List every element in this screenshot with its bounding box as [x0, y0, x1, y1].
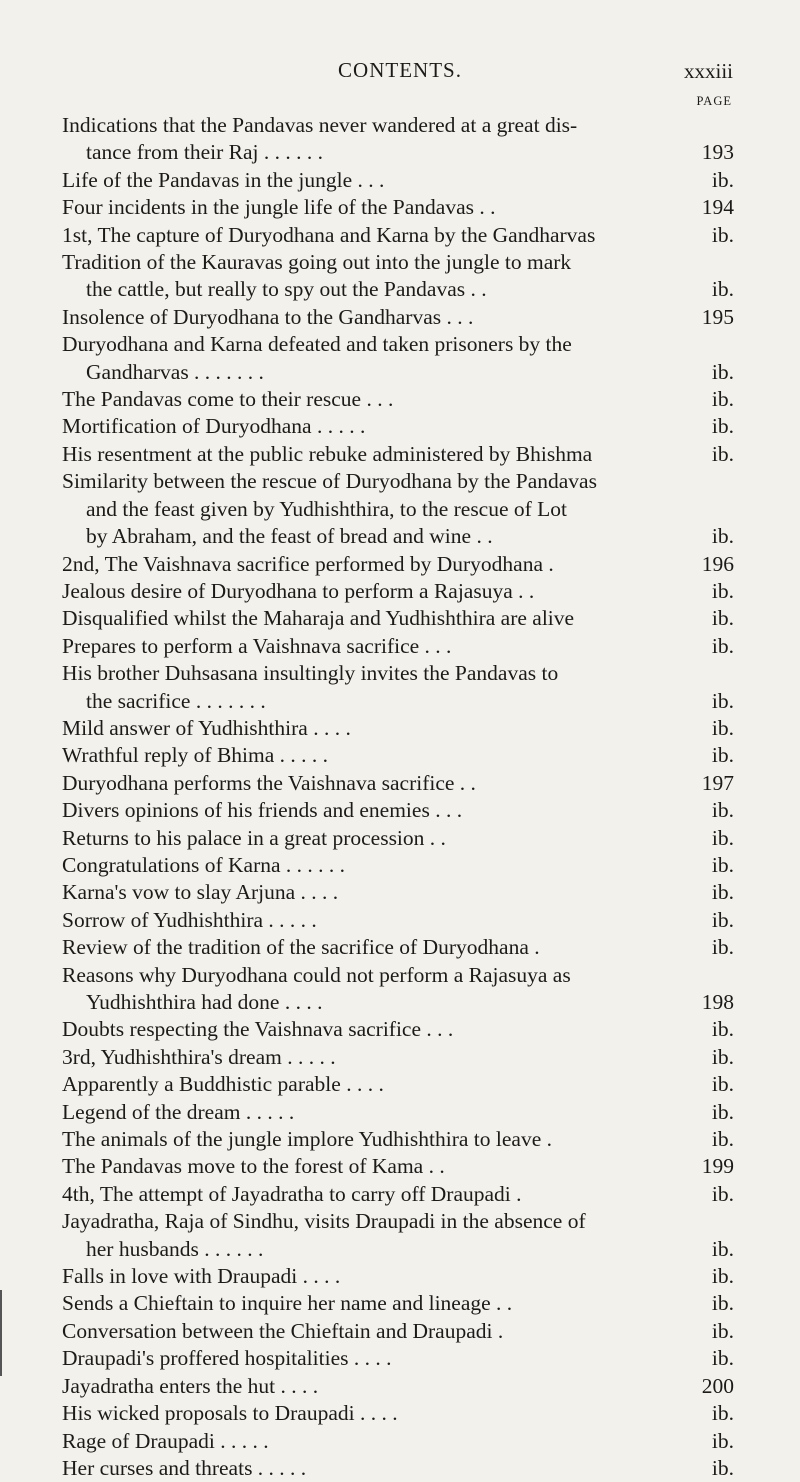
toc-entry-line: by Abraham, and the feast of bread and wine . .: [86, 524, 493, 549]
toc-entry-page: ib.: [711, 167, 734, 192]
toc-entry: [62, 304, 734, 331]
toc-entry-page: ib.: [711, 1318, 734, 1343]
toc-entry-page: 195: [701, 304, 734, 329]
toc-entry-page: ib.: [711, 222, 734, 247]
toc-entry: [62, 934, 734, 961]
toc-entry-line: tance from their Raj . . . . . .: [86, 140, 324, 165]
toc-entry-text: [62, 222, 670, 249]
toc-entry-line: Four incidents in the jungle life of the Pandavas . .: [62, 195, 496, 220]
contents-list: [62, 112, 734, 1482]
toc-entry-line: 3rd, Yudhishthira's dream . . . . .: [62, 1044, 336, 1069]
toc-entry-text: [62, 1153, 670, 1180]
toc-entry: [62, 770, 734, 797]
toc-entry: [62, 1044, 734, 1071]
toc-entry-text: [62, 551, 670, 578]
toc-entry-text: [62, 1071, 670, 1098]
toc-entry-text: [62, 907, 670, 934]
toc-entry-line: Conversation between the Chieftain and Draupadi .: [62, 1318, 504, 1343]
toc-entry: [62, 413, 734, 440]
toc-entry-text: [62, 1126, 670, 1153]
toc-entry-text: [62, 1345, 670, 1372]
toc-entry-line: her husbands . . . . . .: [86, 1236, 264, 1261]
toc-entry-page: ib.: [711, 277, 734, 302]
toc-entry-text: [62, 1263, 670, 1290]
toc-entry-page: ib.: [711, 387, 734, 412]
toc-entry-line: Returns to his palace in a great procession . .: [62, 825, 446, 850]
toc-entry-line: Yudhishthira had done . . . .: [86, 990, 323, 1014]
toc-entry-line: Draupadi's proffered hospitalities . . . .: [62, 1346, 392, 1371]
toc-entry: [62, 386, 734, 413]
toc-entry-text: [62, 879, 670, 906]
toc-entry-line: Indications that the Pandavas never wandered at a great dis-: [62, 113, 578, 137]
toc-entry-page: ib.: [711, 715, 734, 740]
toc-entry-text: [62, 962, 670, 1017]
toc-entry-text: [62, 386, 670, 413]
page-title: CONTENTS.: [338, 58, 462, 82]
toc-entry-text: [62, 660, 670, 715]
toc-entry-page: 197: [701, 770, 734, 795]
toc-entry: [62, 578, 734, 605]
toc-entry-line: 2nd, The Vaishnava sacrifice performed by Duryodhana .: [62, 551, 554, 576]
toc-entry-line: Wrathful reply of Bhima . . . . .: [62, 743, 329, 768]
toc-entry-page: ib.: [711, 907, 734, 932]
toc-entry-page: ib.: [711, 441, 734, 466]
toc-entry-line: Jayadratha, Raja of Sindhu, visits Draupadi in the absence of: [62, 1209, 586, 1234]
toc-entry: [62, 1016, 734, 1043]
toc-entry-text: [62, 1455, 670, 1482]
toc-entry-page: ib.: [711, 414, 734, 439]
toc-entry: [62, 797, 734, 824]
toc-entry: [62, 825, 734, 852]
toc-entry-page: 199: [701, 1154, 734, 1179]
toc-entry-text: [62, 1318, 670, 1345]
toc-entry-line: Life of the Pandavas in the jungle . . .: [62, 167, 385, 192]
toc-entry-line: His wicked proposals to Draupadi . . . .: [62, 1401, 398, 1426]
toc-entry-line: Duryodhana performs the Vaishnava sacrifice . .: [62, 770, 476, 795]
toc-entry: [62, 222, 734, 249]
toc-entry-text: [62, 112, 670, 167]
running-head: [0, 58, 800, 88]
toc-entry: [62, 1318, 734, 1345]
toc-entry-page: ib.: [711, 633, 734, 658]
toc-entry-text: [62, 441, 670, 468]
toc-entry: [62, 167, 734, 194]
toc-entry-page: ib.: [711, 359, 734, 384]
toc-entry-text: [62, 331, 670, 386]
toc-entry-text: [62, 1290, 670, 1317]
toc-entry-page: ib.: [711, 1401, 734, 1426]
toc-entry: [62, 468, 734, 550]
toc-entry-line: His brother Duhsasana insultingly invites the Pandavas to: [62, 661, 559, 686]
toc-entry-line: Review of the tradition of the sacrifice of Duryodhana .: [62, 935, 540, 960]
toc-entry-line: Congratulations of Karna . . . . . .: [62, 852, 346, 877]
toc-entry: [62, 194, 734, 221]
toc-entry-line: Similarity between the rescue of Duryodhana by the Pandavas: [62, 469, 597, 494]
toc-entry-line: Sorrow of Yudhishthira . . . . .: [62, 907, 317, 932]
toc-entry-text: [62, 633, 670, 660]
toc-entry-line: Karna's vow to slay Arjuna . . . .: [62, 880, 339, 905]
toc-entry-page: ib.: [711, 1264, 734, 1289]
toc-entry: [62, 1455, 734, 1482]
toc-entry-line: Her curses and threats . . . . .: [62, 1455, 307, 1480]
toc-entry-page: ib.: [711, 743, 734, 768]
toc-entry-line: the cattle, but really to spy out the Pandavas . .: [86, 277, 487, 302]
toc-entry: [62, 852, 734, 879]
toc-entry: [62, 715, 734, 742]
toc-entry-page: ib.: [711, 1017, 734, 1042]
toc-entry-text: [62, 770, 670, 797]
toc-entry-page: 198: [701, 990, 734, 1014]
toc-entry-line: Rage of Draupadi . . . . .: [62, 1428, 269, 1453]
toc-entry: [62, 1290, 734, 1317]
toc-entry-page: ib.: [711, 1127, 734, 1152]
toc-entry-page: ib.: [711, 1236, 734, 1261]
toc-entry-page: ib.: [711, 935, 734, 960]
binding-edge: [0, 1290, 2, 1376]
toc-entry-line: Falls in love with Draupadi . . . .: [62, 1264, 341, 1289]
toc-entry-text: [62, 194, 670, 221]
toc-entry: [62, 441, 734, 468]
toc-entry-line: and the feast given by Yudhishthira, to the rescue of Lot: [86, 496, 568, 521]
toc-entry-page: ib.: [711, 798, 734, 823]
toc-entry-line: Tradition of the Kauravas going out into the jungle to mark: [62, 250, 572, 275]
toc-entry-line: Divers opinions of his friends and enemies . . .: [62, 798, 463, 823]
toc-entry-line: Duryodhana and Karna defeated and taken prisoners by the: [62, 332, 572, 357]
toc-entry-page: ib.: [711, 606, 734, 631]
toc-entry: [62, 633, 734, 660]
toc-entry: [62, 907, 734, 934]
toc-entry-page: 196: [701, 551, 734, 576]
toc-entry-text: [62, 742, 670, 769]
toc-entry-line: Doubts respecting the Vaishnava sacrifice . . .: [62, 1017, 454, 1042]
toc-entry-page: ib.: [711, 578, 734, 603]
toc-entry: [62, 1099, 734, 1126]
toc-entry-text: [62, 578, 670, 605]
toc-entry-line: Insolence of Duryodhana to the Gandharvas . . .: [62, 304, 474, 329]
toc-entry: [62, 1373, 734, 1400]
toc-entry: [62, 962, 734, 1017]
toc-entry-text: [62, 468, 670, 550]
toc-entry-text: [62, 1208, 670, 1263]
toc-entry-page: 194: [701, 195, 734, 220]
toc-entry-text: [62, 304, 670, 331]
toc-entry: [62, 331, 734, 386]
toc-entry-page: ib.: [711, 880, 734, 905]
toc-entry: [62, 1208, 734, 1263]
toc-entry-line: Legend of the dream . . . . .: [62, 1099, 295, 1124]
toc-entry-page: ib.: [711, 1346, 734, 1371]
toc-entry: [62, 249, 734, 304]
toc-entry: [62, 1345, 734, 1372]
toc-entry-line: The Pandavas move to the forest of Kama . .: [62, 1154, 445, 1179]
toc-entry-line: Jayadratha enters the hut . . . .: [62, 1373, 319, 1398]
page-number: xxxiii: [683, 59, 733, 83]
toc-entry-page: ib.: [711, 1181, 734, 1206]
toc-entry-page: ib.: [711, 1428, 734, 1453]
toc-entry: [62, 1153, 734, 1180]
toc-entry: [62, 551, 734, 578]
toc-entry-page: ib.: [711, 1099, 734, 1124]
toc-entry-line: Mortification of Duryodhana . . . . .: [62, 414, 366, 439]
toc-entry-line: Prepares to perform a Vaishnava sacrifice . . .: [62, 633, 452, 658]
toc-entry-text: [62, 797, 670, 824]
toc-entry: [62, 1400, 734, 1427]
toc-entry: [62, 1428, 734, 1455]
toc-entry-page: 193: [701, 140, 734, 165]
toc-entry-page: ib.: [711, 688, 734, 713]
toc-entry-line: Apparently a Buddhistic parable . . . .: [62, 1072, 384, 1097]
toc-entry-line: The Pandavas come to their rescue . . .: [62, 387, 394, 412]
toc-entry-page: ib.: [711, 1044, 734, 1069]
toc-entry: [62, 1126, 734, 1153]
toc-entry-text: [62, 1044, 670, 1071]
toc-entry: [62, 1263, 734, 1290]
toc-entry-text: [62, 934, 670, 961]
toc-entry-line: Disqualified whilst the Maharaja and Yudhishthira are alive: [62, 606, 575, 631]
toc-entry-page: ib.: [711, 1072, 734, 1097]
toc-entry-page: ib.: [711, 524, 734, 549]
toc-entry-line: Jealous desire of Duryodhana to perform a Rajasuya . .: [62, 578, 535, 603]
toc-entry: [62, 879, 734, 906]
toc-entry-page: ib.: [711, 825, 734, 850]
toc-entry-line: The animals of the jungle implore Yudhishthira to leave .: [62, 1127, 552, 1152]
toc-entry-text: [62, 1373, 670, 1400]
toc-entry-text: [62, 1428, 670, 1455]
toc-entry-line: Sends a Chieftain to inquire her name and lineage . .: [62, 1291, 513, 1316]
toc-entry-text: [62, 605, 670, 632]
toc-entry: [62, 660, 734, 715]
toc-entry-text: [62, 1016, 670, 1043]
toc-entry-line: Reasons why Duryodhana could not perform a Rajasuya as: [62, 962, 571, 987]
toc-entry-text: [62, 1181, 670, 1208]
page-column-label: PAGE: [696, 94, 732, 108]
toc-entry: [62, 112, 734, 167]
toc-entry: [62, 742, 734, 769]
toc-entry-page: ib.: [711, 1291, 734, 1316]
toc-entry-page: ib.: [711, 1455, 734, 1480]
toc-entry-text: [62, 1400, 670, 1427]
toc-entry-line: the sacrifice . . . . . . .: [86, 688, 266, 713]
toc-entry-line: Mild answer of Yudhishthira . . . .: [62, 715, 351, 740]
toc-entry-text: [62, 1099, 670, 1126]
toc-entry-page: ib.: [711, 852, 734, 877]
toc-entry-text: [62, 715, 670, 742]
toc-entry-page: 200: [701, 1373, 734, 1398]
toc-entry-text: [62, 249, 670, 304]
toc-entry-text: [62, 825, 670, 852]
toc-entry: [62, 1071, 734, 1098]
toc-entry-text: [62, 413, 670, 440]
toc-entry-text: [62, 852, 670, 879]
toc-entry-text: [62, 167, 670, 194]
toc-entry: [62, 1181, 734, 1208]
toc-entry-line: 1st, The capture of Duryodhana and Karna by the Gandharvas: [62, 222, 596, 247]
toc-entry-line: His resentment at the public rebuke administered by Bhishma: [62, 441, 593, 466]
toc-entry: [62, 605, 734, 632]
toc-entry-line: 4th, The attempt of Jayadratha to carry off Draupadi .: [62, 1181, 522, 1206]
toc-entry-line: Gandharvas . . . . . . .: [86, 359, 264, 384]
